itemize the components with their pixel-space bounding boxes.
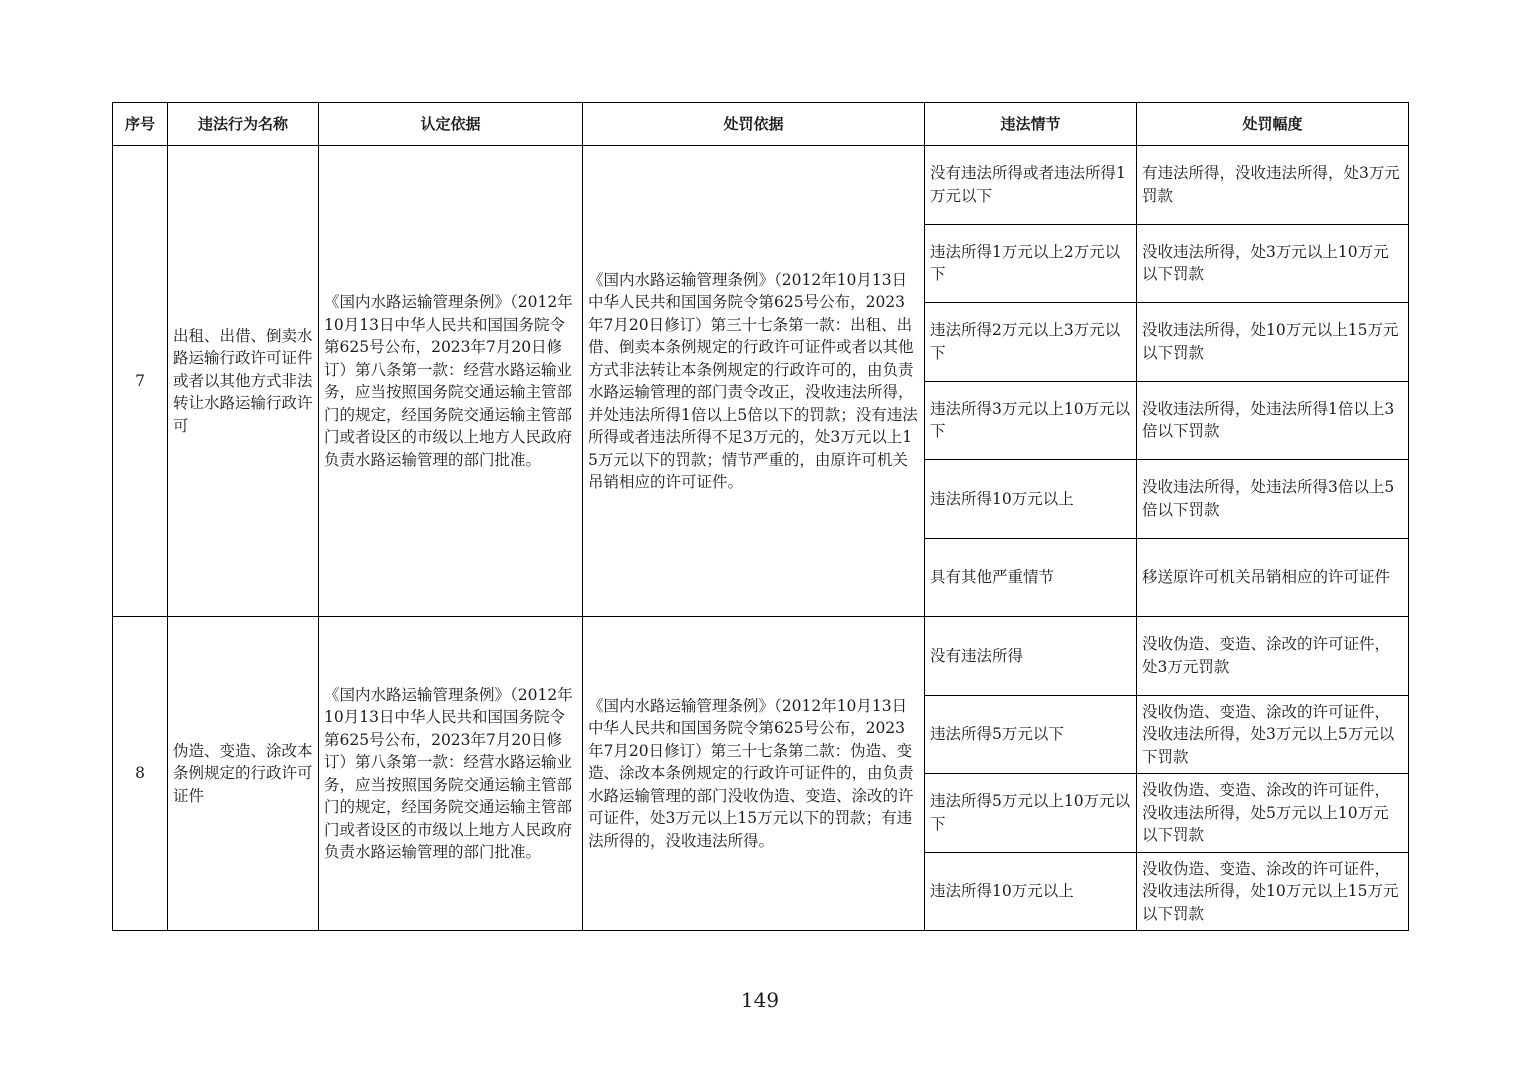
penalty-range: 没收违法所得，处3万元以上10万元以下罚款	[1137, 224, 1409, 303]
penalty-range: 没收违法所得，处10万元以上15万元以下罚款	[1137, 303, 1409, 382]
penalty-basis: 《国内水路运输管理条例》（2012年10月13日中华人民共和国国务院令第625号公布，2023年7月20日修订）第三十七条第二款：伪造、变造、涂改本条例规定的行政许可证件的，由负责水路运输管理的部门没收伪造、变造、涂改的许可证件，处3万元以上15万元以下的罚款；有违法所得的，没收违法所得。	[583, 617, 925, 931]
row-number: 8	[113, 617, 168, 931]
circumstance: 没有违法所得或者违法所得1万元以下	[925, 146, 1137, 225]
circumstance: 违法所得10万元以上	[925, 460, 1137, 539]
circumstance: 没有违法所得	[925, 617, 1137, 696]
table-row	[113, 617, 1409, 696]
header-determination-basis: 认定依据	[319, 103, 583, 146]
penalty-range: 没收伪造、变造、涂改的许可证件，处3万元罚款	[1137, 617, 1409, 696]
header-circumstances: 违法情节	[925, 103, 1137, 146]
header-penalty-basis: 处罚依据	[583, 103, 925, 146]
determination-basis: 《国内水路运输管理条例》（2012年10月13日中华人民共和国国务院令第625号公布，2023年7月20日修订）第八条第一款：经营水路运输业务，应当按照国务院交通运输主管部门的规定，经国务院交通运输主管部门或者设区的市级以上地方人民政府负责水路运输管理的部门批准。	[319, 617, 583, 931]
circumstance: 违法所得5万元以上10万元以下	[925, 774, 1137, 853]
determination-basis: 《国内水路运输管理条例》（2012年10月13日中华人民共和国国务院令第625号公布，2023年7月20日修订）第八条第一款：经营水路运输业务，应当按照国务院交通运输主管部门的规定，经国务院交通运输主管部门或者设区的市级以上地方人民政府负责水路运输管理的部门批准。	[319, 146, 583, 617]
penalty-range: 没收违法所得，处违法所得3倍以上5倍以下罚款	[1137, 460, 1409, 539]
circumstance: 违法所得5万元以下	[925, 695, 1137, 774]
circumstance: 违法所得1万元以上2万元以下	[925, 224, 1137, 303]
penalty-range: 有违法所得，没收违法所得，处3万元罚款	[1137, 146, 1409, 225]
table-row	[113, 146, 1409, 225]
penalty-range: 没收伪造、变造、涂改的许可证件，没收违法所得，处5万元以上10万元以下罚款	[1137, 774, 1409, 853]
penalty-basis: 《国内水路运输管理条例》（2012年10月13日中华人民共和国国务院令第625号公布，2023年7月20日修订）第三十七条第一款：出租、出借、倒卖本条例规定的行政许可证件或者以其他方式非法转让本条例规定的行政许可的，由负责水路运输管理的部门责令改正，没收违法所得，并处违法所得1倍以上5倍以下的罚款；没有违法所得或者违法所得不足3万元的，处3万元以上15万元以下的罚款；情节严重的，由原许可机关吊销相应的许可证件。	[583, 146, 925, 617]
row-number: 7	[113, 146, 168, 617]
circumstance: 违法所得10万元以上	[925, 852, 1137, 931]
violation-name: 出租、出借、倒卖水路运输行政许可证件或者以其他方式非法转让水路运输行政许可	[168, 146, 319, 617]
header-number: 序号	[113, 103, 168, 146]
penalty-range: 没收伪造、变造、涂改的许可证件，没收违法所得，处3万元以上5万元以下罚款	[1137, 695, 1409, 774]
penalty-range: 没收违法所得，处违法所得1倍以上3倍以下罚款	[1137, 381, 1409, 460]
violation-name: 伪造、变造、涂改本条例规定的行政许可证件	[168, 617, 319, 931]
circumstance: 具有其他严重情节	[925, 538, 1137, 617]
header-row	[113, 103, 1409, 146]
header-penalty-range: 处罚幅度	[1137, 103, 1409, 146]
penalty-range: 移送原许可机关吊销相应的许可证件	[1137, 538, 1409, 617]
penalty-range: 没收伪造、变造、涂改的许可证件，没收违法所得，处10万元以上15万元以下罚款	[1137, 852, 1409, 931]
circumstance: 违法所得3万元以上10万元以下	[925, 381, 1137, 460]
circumstance: 违法所得2万元以上3万元以下	[925, 303, 1137, 382]
page-number: 149	[740, 988, 780, 1012]
header-violation-name: 违法行为名称	[168, 103, 319, 146]
penalty-table	[112, 102, 1409, 931]
